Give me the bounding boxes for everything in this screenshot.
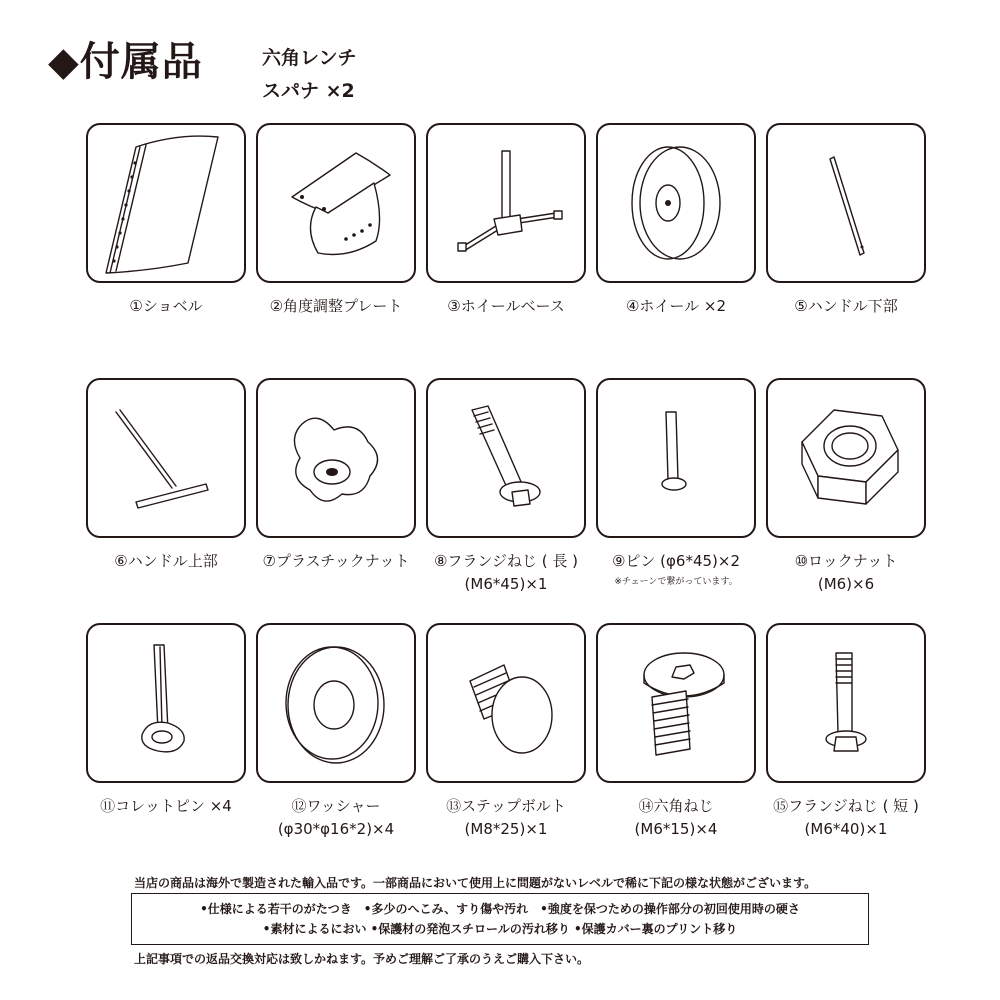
angle-plate-icon (258, 125, 414, 281)
part-image-frame (256, 378, 416, 538)
part-label: ⑥ハンドル上部 (114, 552, 218, 570)
step-bolt-icon (428, 625, 584, 781)
notice-line-2: •素材によるにおい •保護材の発泡スチロールの汚れ移り •保護カバー裏のプリント移り (262, 922, 738, 936)
collet-pin-icon (88, 625, 244, 781)
part-label: ②角度調整プレート (269, 297, 403, 315)
part-image-frame (596, 123, 756, 283)
part-image-frame (86, 623, 246, 783)
part-label: ⑧フランジねじ ( 長 ) (433, 552, 579, 570)
part-image-frame (426, 123, 586, 283)
part-label: ①ショベル (129, 297, 203, 315)
tool-hex-wrench: 六角レンチ (262, 47, 357, 69)
hex-screw-icon (598, 625, 754, 781)
part-image-frame (426, 623, 586, 783)
part-spec: (φ30*φ16*2)×4 (277, 820, 395, 838)
wheel-icon (598, 125, 754, 281)
notice-intro: 当店の商品は海外で製造された輸入品です。一部商品において使用上に問題がないレベルで稀に下記の様な状態がございます。 (134, 876, 817, 890)
part-spec: (M6)×6 (817, 575, 875, 593)
shovel-icon (88, 125, 244, 281)
part-label: ③ホイールベース (447, 297, 565, 315)
part-label: ⑫ワッシャー (291, 797, 381, 815)
part-caption (746, 795, 946, 841)
part-label: ④ホイール ×2 (625, 297, 727, 315)
handle-upper-icon (88, 380, 244, 536)
part-label: ⑭六角ねじ (638, 797, 714, 815)
part-spec: (M6*45)×1 (464, 575, 548, 593)
part-image-frame (596, 623, 756, 783)
part-label: ⑩ロックナット (794, 552, 898, 570)
part-caption (746, 550, 946, 596)
lock-nut-icon (768, 380, 924, 536)
part-label: ⑪コレットピン ×4 (100, 797, 232, 815)
plastic-nut-icon (258, 380, 414, 536)
flange-screw-short-icon (768, 625, 924, 781)
part-image-frame (86, 378, 246, 538)
part-spec: (M6*15)×4 (634, 820, 718, 838)
handle-lower-icon (768, 125, 924, 281)
pin-icon (598, 380, 754, 536)
page-title: ◆付属品 (48, 39, 203, 85)
notice-line-1: •仕様による若干のがたつき •多少のへこみ、すり傷や汚れ •強度を保つための操作部分の初回使用時の硬さ (200, 902, 800, 916)
part-spec: (M8*25)×1 (464, 820, 548, 838)
part-image-frame (426, 378, 586, 538)
part-label: ⑤ハンドル下部 (794, 297, 898, 315)
part-image-frame (596, 378, 756, 538)
part-label: ⑮フランジねじ ( 短 ) (773, 797, 919, 815)
notice-box (131, 893, 869, 945)
part-label: ⑬ステップボルト (446, 797, 566, 815)
tool-spanner: スパナ ×2 (262, 80, 355, 102)
part-spec: (M6*40)×1 (804, 820, 888, 838)
part-label: ⑦プラスチックナット (262, 552, 410, 570)
part-image-frame (766, 123, 926, 283)
flange-screw-long-icon (428, 380, 584, 536)
part-note: ※チェーンで繋がっています。 (614, 577, 738, 587)
part-image-frame (256, 623, 416, 783)
part-image-frame (766, 378, 926, 538)
washer-icon (258, 625, 414, 781)
part-image-frame (766, 623, 926, 783)
notice-footer: 上記事項での返品交換対応は致しかねます。予めご理解ご了承のうえご購入下さい。 (134, 952, 590, 966)
part-caption (746, 295, 946, 318)
part-label: ⑨ピン (φ6*45)×2 (611, 552, 741, 570)
part-image-frame (256, 123, 416, 283)
part-image-frame (86, 123, 246, 283)
wheel-base-icon (428, 125, 584, 281)
